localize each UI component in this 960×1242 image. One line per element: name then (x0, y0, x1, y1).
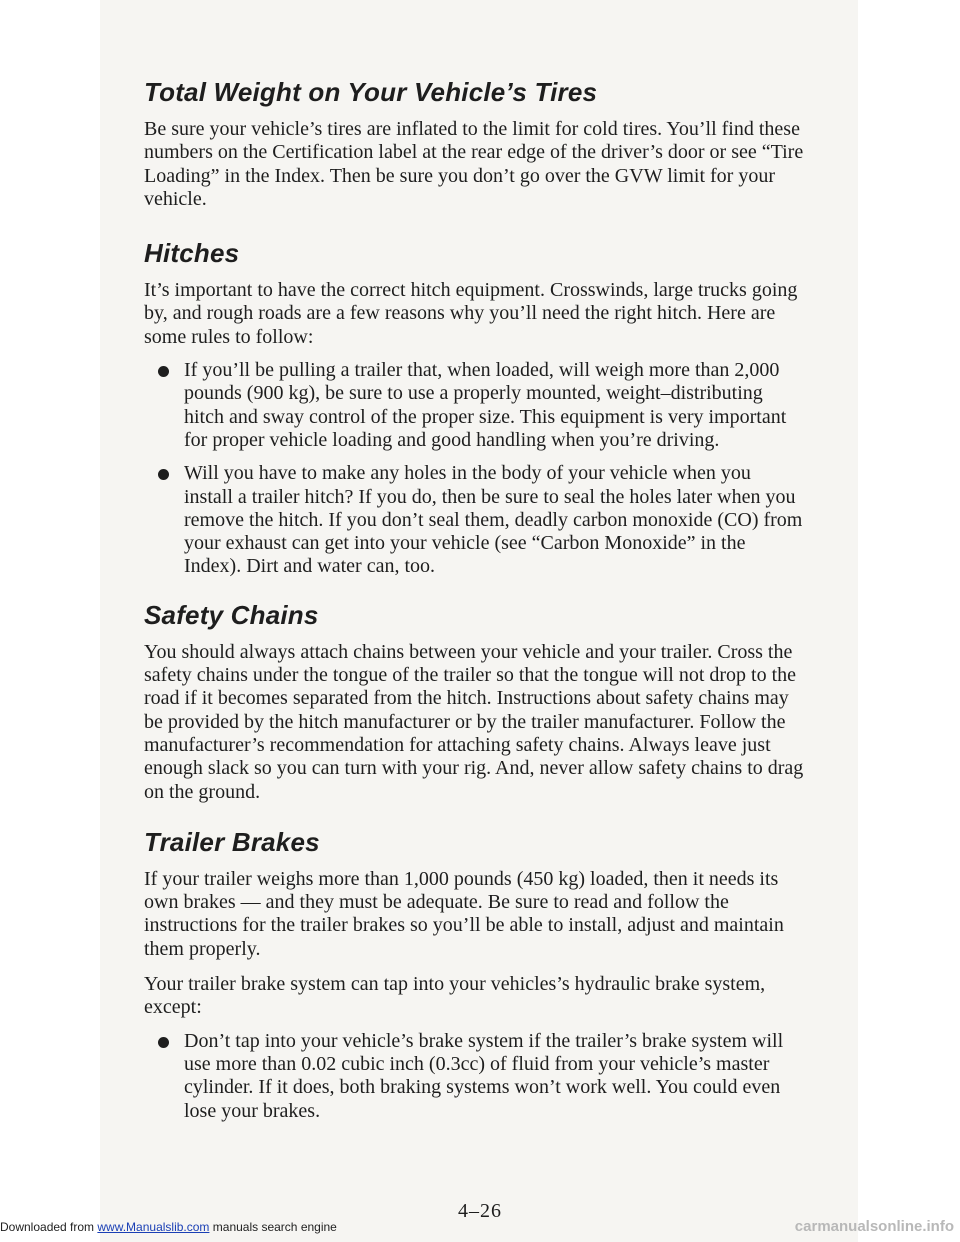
list-item-text: Will you have to make any holes in the body of your vehicle when you install a trailer hitch? If you do, then be sure to seal the holes later when you remove the hitch. If you don’t seal them, deadly carbon monoxide (CO) from your exhaust can get into your vehicle (see “Carbon Monoxide” in the Index). Dirt and water can, too. (184, 462, 803, 578)
banner-suffix: manuals search engine (209, 1220, 337, 1234)
download-banner (0, 1220, 337, 1234)
paragraph-hitches: It’s important to have the correct hitch equipment. Crosswinds, large trucks going by, and rough roads are a few reasons why you’ll need the right hitch. Here are some rules to follow: (144, 279, 798, 348)
paragraph-trailer-brakes: If your trailer weighs more than 1,000 pounds (450 kg) loaded, then it needs its own brakes — and they must be adequate. Be sure to read and follow the instructions for the trailer brakes so you’ll be able to install, adjust and maintain them properly. (144, 867, 784, 960)
list-item-text: If you’ll be pulling a trailer that, when loaded, will weigh more than 2,000 pounds (900 kg), be sure to use a properly mounted, weight–distributing hitch and sway control of the proper size. This equipment is very important for proper vehicle loading and good handling when you’re driving. (184, 359, 787, 451)
page-number: 4–26 (458, 1200, 502, 1222)
heading-tire-weight: Total Weight on Your Vehicle’s Tires (144, 77, 598, 107)
bullet-icon (158, 1037, 169, 1048)
watermark-text: carmanualsonline.info (794, 1218, 954, 1235)
bullet-icon (158, 469, 169, 480)
section-hitches (144, 237, 804, 579)
heading-safety-chains: Safety Chains (144, 599, 319, 630)
list-item-text: Don’t tap into your vehicle’s brake system if the trailer’s brake system will use more than 0.02 cubic inch (0.3cc) of fluid from your vehicle’s master cylinder. If it does, both braking systems won’t work well. You could even lose your brakes. (184, 1029, 784, 1122)
section-tire-weight (144, 76, 804, 211)
section-safety-chains (144, 599, 804, 804)
bullet-icon (158, 366, 169, 377)
paragraph-tire-weight: Be sure your vehicle’s tires are inflated to the limit for cold tires. You’ll find these numbers on the Certification label at the rear edge of the driver’s door or see “Tire Loading” in the Index. Then be sure you don’t go over the GVW limit for your vehicle. (144, 118, 804, 210)
hitches-bullet-list (144, 359, 804, 579)
list-item (144, 359, 804, 452)
section-trailer-brakes (144, 826, 804, 1123)
brakes-bullet-list (144, 1030, 804, 1123)
paragraph-brake-system: Your trailer brake system can tap into your vehicles’s hydraulic brake system, except: (144, 973, 766, 1019)
list-item (144, 1030, 804, 1123)
paragraph-safety-chains: You should always attach chains between your vehicle and your trailer. Cross the safety chains under the tongue of the trailer so that the tongue will not drop to the road if it becomes separated from the hitch. Instructions about safety chains may be provided by the hitch manufacturer or by the trailer manufacturer. Follow the manufacturer’s recommendation for attaching safety chains. Always leave just enough slack so you can turn with your rig. And, never allow safety chains to drag on the ground. (144, 640, 804, 803)
heading-hitches: Hitches (144, 238, 240, 269)
manualslib-link[interactable]: www.Manualslib.com (97, 1220, 210, 1234)
page-content (144, 76, 804, 1149)
list-item (144, 462, 804, 578)
heading-trailer-brakes: Trailer Brakes (144, 826, 320, 857)
banner-prefix: Downloaded from (0, 1220, 98, 1234)
